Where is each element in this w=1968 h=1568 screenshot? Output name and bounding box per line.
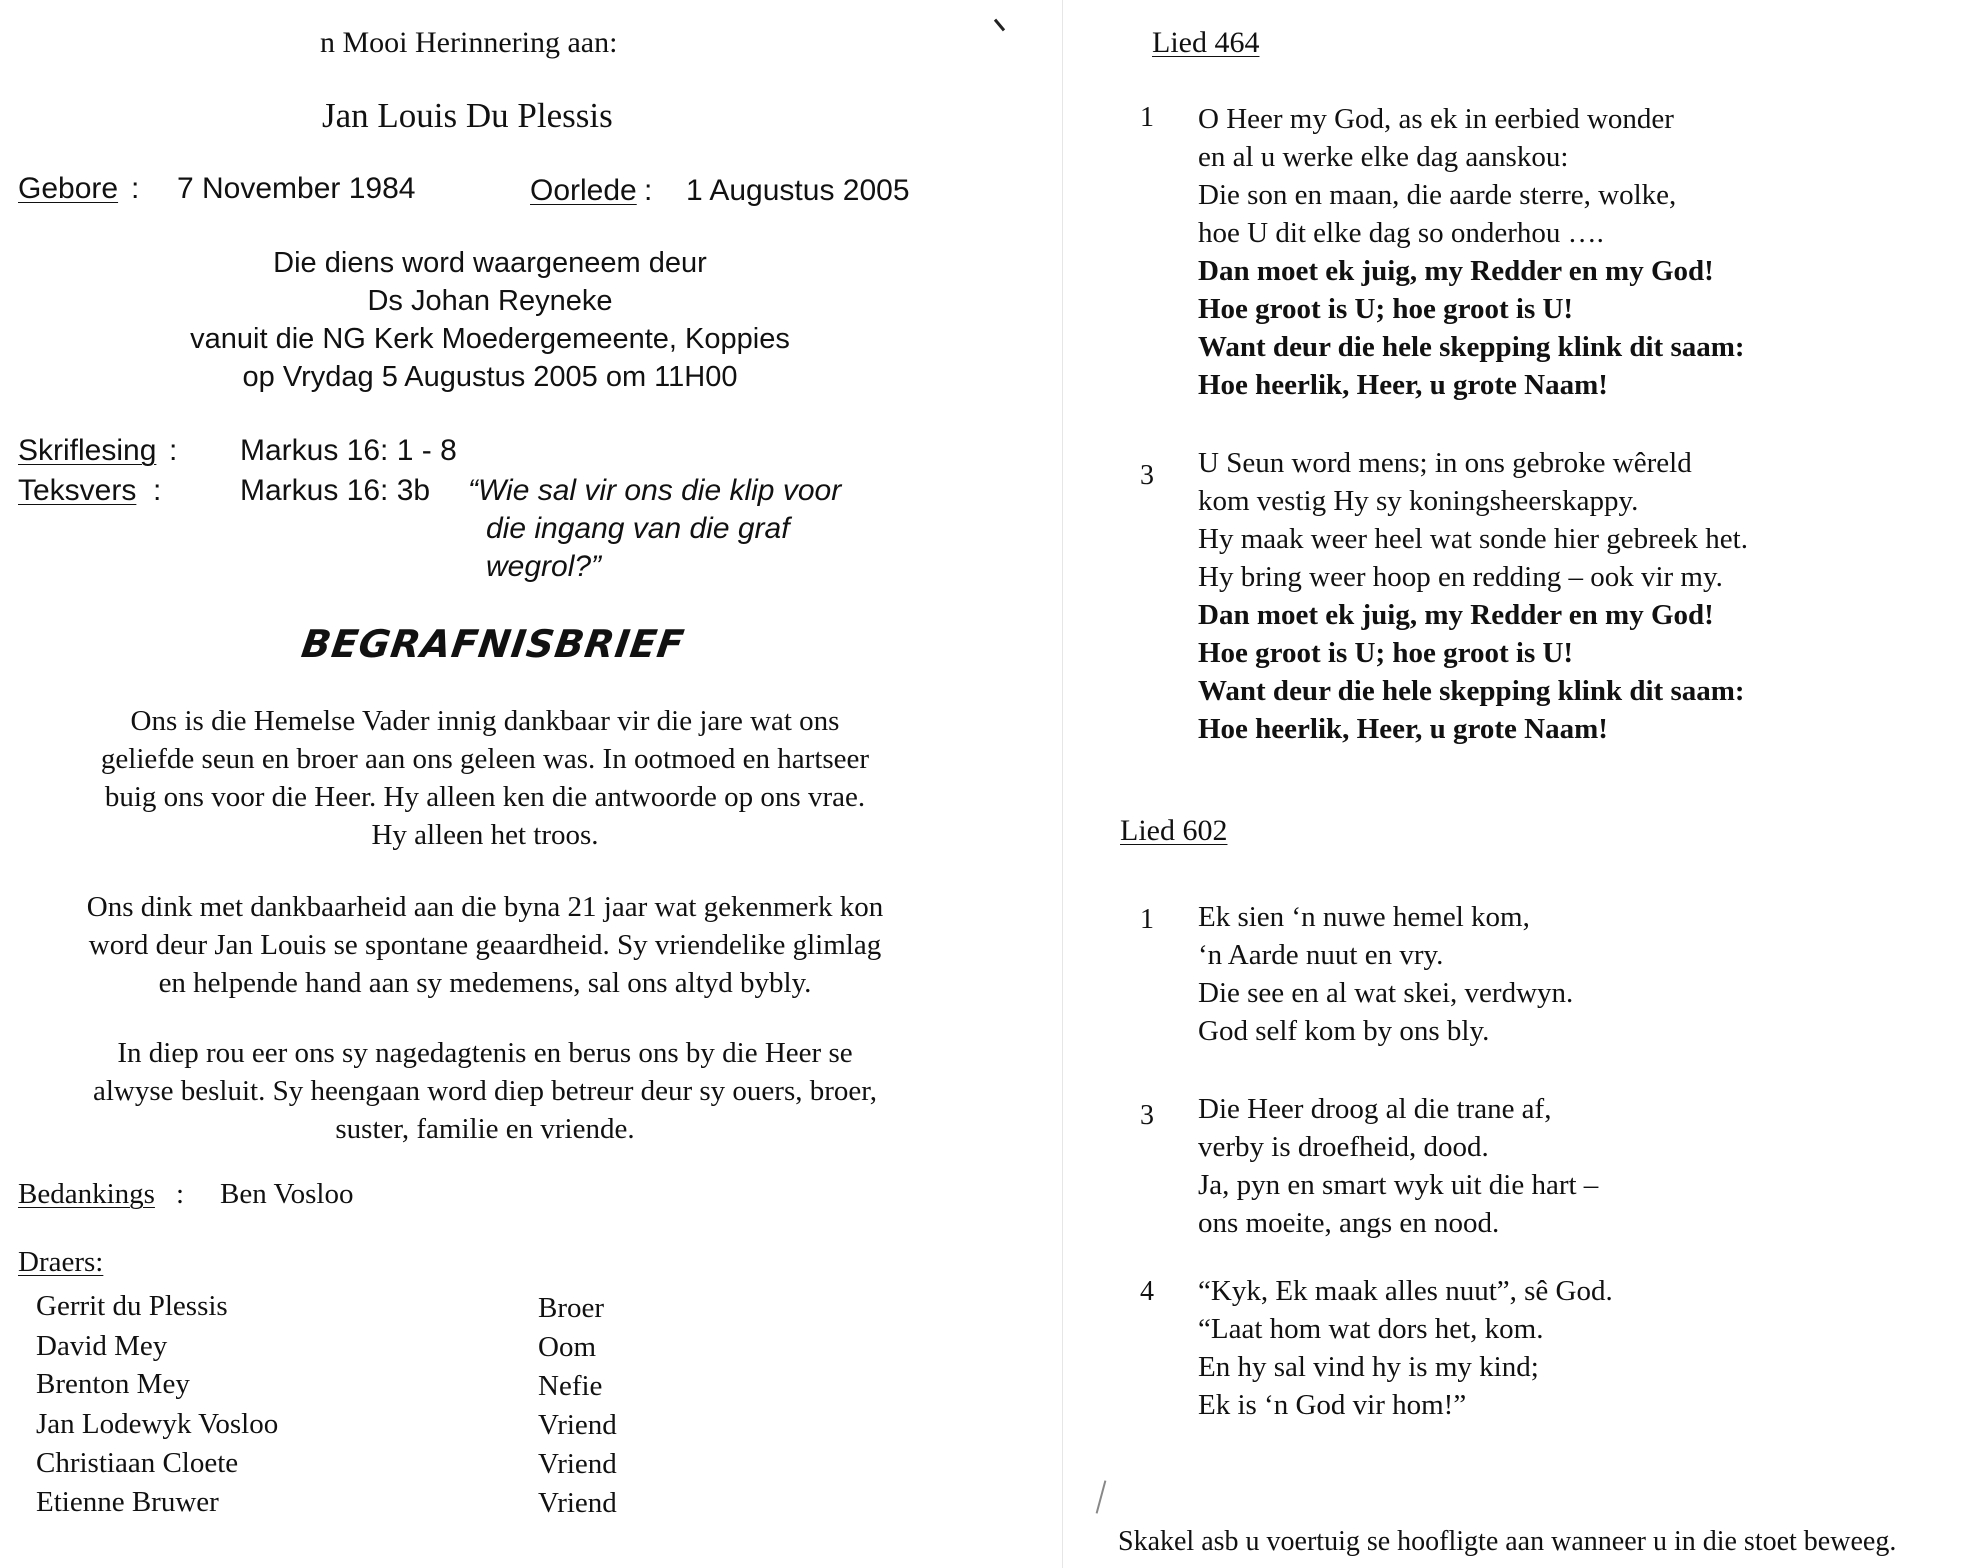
bearer-relation: Nefie (538, 1370, 603, 1402)
verse-number: 1 (1140, 102, 1154, 133)
paragraph-line: buig ons voor die Heer. Hy alleen ken die antwoorde op ons vrae. (104, 781, 866, 813)
bearer-relation: Vriend (538, 1448, 617, 1480)
text-label: Teksvers (18, 474, 137, 507)
verse-line: Die son en maan, die aarde sterre, wolke, (1198, 179, 1677, 211)
chorus-line: Hoe heerlik, Heer, u grote Naam! (1198, 369, 1608, 401)
bearer-name: Etienne Bruwer (36, 1486, 219, 1518)
verse-line: Ja, pyn en smart wyk uit die hart – (1198, 1169, 1599, 1201)
verse-line: ons moeite, angs en nood. (1198, 1207, 1500, 1239)
verse-line: Ek sien ‘n nuwe hemel kom, (1198, 901, 1530, 933)
paragraph-line: alwyse besluit. Sy heengaan word diep betreur deur sy ouers, broer, (92, 1075, 878, 1107)
verse-line: En hy sal vind hy is my kind; (1198, 1351, 1539, 1383)
paragraph-line: en helpende hand aan sy medemens, sal ons altyd bybly. (158, 967, 812, 999)
paragraph-line: suster, familie en vriende. (335, 1113, 635, 1145)
bearer-name: David Mey (36, 1330, 168, 1362)
text-colon: : (153, 474, 162, 507)
chorus-line: Want deur die hele skepping klink dit saam: (1198, 675, 1745, 707)
chorus-line: Dan moet ek juig, my Redder en my God! (1198, 255, 1714, 287)
chorus-line: Want deur die hele skepping klink dit saam: (1198, 331, 1745, 363)
verse-line: kom vestig Hy sy koningsheerskappy. (1198, 485, 1639, 517)
verse-line: verby is droefheid, dood. (1198, 1131, 1489, 1163)
service-line: Die diens word waargeneem deur (273, 247, 707, 279)
bearer-relation: Oom (538, 1331, 596, 1363)
paragraph-1 (0, 702, 970, 854)
reading-label: Skriflesing (18, 434, 157, 467)
bearer-relation: Broer (538, 1292, 605, 1324)
service-info (100, 244, 880, 396)
bearer-relation: Vriend (538, 1487, 617, 1519)
verse-line: U Seun word mens; in ons gebroke wêreld (1198, 447, 1692, 479)
text-reference: Markus 16: 3b (240, 474, 431, 507)
hymn-2-title: Lied 602 (1120, 814, 1228, 847)
paragraph-2 (0, 888, 970, 1002)
hymn-1-verse-3 (1198, 444, 1748, 748)
died-label: Oorlede (530, 174, 637, 207)
paragraph-line: geliefde seun en broer aan ons geleen was. In ootmoed en hartseer (100, 743, 870, 775)
bearers-label: Draers: (18, 1246, 104, 1278)
verse-line: Die see en al wat skei, verdwyn. (1198, 977, 1574, 1009)
verse-line: “Kyk, Ek maak alles nuut”, sê God. (1198, 1275, 1613, 1307)
hymn-1-verse-1 (1198, 100, 1745, 404)
footer-note: Skakel asb u voertuig se hoofligte aan wanneer u in die stoet beweeg. (1118, 1526, 1897, 1557)
bearer-name: Gerrit du Plessis (36, 1290, 228, 1322)
hymn-2-verse-4 (1198, 1272, 1613, 1424)
deceased-name: Jan Louis Du Plessis (322, 96, 613, 135)
hymn-1-title: Lied 464 (1152, 26, 1260, 59)
born-label: Gebore (18, 172, 119, 205)
verse-number: 4 (1140, 1276, 1154, 1307)
paragraph-line: word deur Jan Louis se spontane geaardheid. Sy vriendelike glimlag (88, 929, 882, 961)
thanks-colon: : (176, 1178, 185, 1210)
hymn-2-verse-1 (1198, 898, 1573, 1050)
paragraph-line: Hy alleen het troos. (371, 819, 599, 851)
born-date: 7 November 1984 (177, 172, 416, 205)
verse-number: 3 (1140, 1100, 1154, 1131)
right-page (1060, 0, 1968, 1568)
verse-line: “Laat hom wat dors het, kom. (1198, 1313, 1544, 1345)
verse-line: en al u werke elke dag aanskou: (1198, 141, 1569, 173)
paragraph-line: Ons dink met dankbaarheid aan die byna 21 jaar wat gekenmerk kon (86, 891, 884, 923)
bearer-relation: Vriend (538, 1409, 617, 1441)
document-title: BEGRAFNISBRIEF (298, 622, 688, 666)
bearer-name: Christiaan Cloete (36, 1447, 239, 1479)
text-quote-line: die ingang van die graf (486, 512, 790, 545)
chorus-line: Hoe groot is U; hoe groot is U! (1198, 637, 1574, 669)
died-colon: : (644, 174, 653, 207)
chorus-line: Dan moet ek juig, my Redder en my God! (1198, 599, 1714, 631)
thanks-value: Ben Vosloo (220, 1178, 354, 1210)
verse-line: O Heer my God, as ek in eerbied wonder (1198, 103, 1674, 135)
bearer-name: Brenton Mey (36, 1368, 190, 1400)
paragraph-3 (0, 1034, 970, 1148)
service-line: Ds Johan Reyneke (367, 285, 613, 317)
hymn-2-verse-3 (1198, 1090, 1598, 1242)
died-date: 1 Augustus 2005 (686, 174, 910, 207)
verse-line: hoe U dit elke dag so onderhou …. (1198, 217, 1604, 249)
paragraph-line: In diep rou eer ons sy nagedagtenis en berus ons by die Heer se (117, 1037, 853, 1069)
verse-number: 1 (1140, 904, 1154, 935)
verse-line: Ek is ‘n God vir hom!” (1198, 1389, 1467, 1421)
verse-line: God self kom by ons bly. (1198, 1015, 1490, 1047)
bearer-name: Jan Lodewyk Vosloo (36, 1408, 279, 1440)
chorus-line: Hoe groot is U; hoe groot is U! (1198, 293, 1574, 325)
thanks-label: Bedankings (18, 1178, 155, 1210)
verse-line: Hy maak weer heel wat sonde hier gebreek het. (1198, 523, 1748, 555)
chorus-line: Hoe heerlik, Heer, u grote Naam! (1198, 713, 1608, 745)
text-quote-line: “Wie sal vir ons die klip voor (468, 474, 842, 507)
service-line: vanuit die NG Kerk Moedergemeente, Koppies (190, 323, 790, 355)
born-colon: : (131, 172, 140, 205)
service-line: op Vrydag 5 Augustus 2005 om 11H00 (242, 361, 738, 393)
verse-number: 3 (1140, 460, 1154, 491)
memory-header: n Mooi Herinnering aan: (320, 26, 618, 59)
paragraph-line: Ons is die Hemelse Vader innig dankbaar vir die jare wat ons (130, 705, 840, 737)
verse-line: ‘n Aarde nuut en vry. (1198, 939, 1444, 971)
reading-value: Markus 16: 1 - 8 (240, 434, 457, 467)
text-quote-line: wegrol?” (486, 550, 602, 583)
verse-line: Die Heer droog al die trane af, (1198, 1093, 1552, 1125)
reading-colon: : (169, 434, 178, 467)
verse-line: Hy bring weer hoop en redding – ook vir my. (1198, 561, 1723, 593)
